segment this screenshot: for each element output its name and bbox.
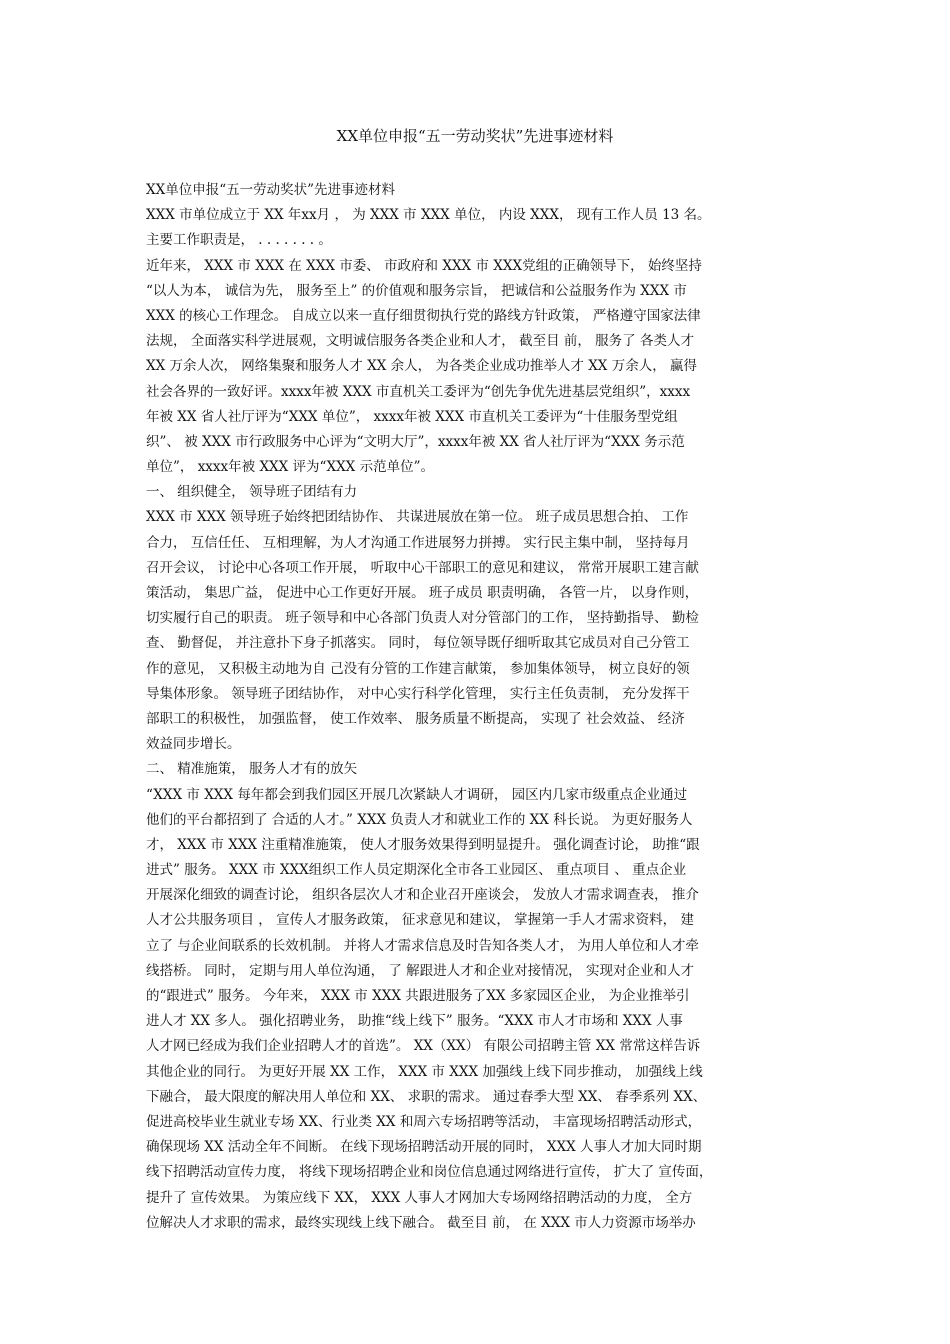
text-line: 年被 XX 省人社厅评为“XXX 单位”， xxxx年被 XXX 市直机关工委评为“十佳服务型党组	[146, 408, 678, 425]
text-line: 进式” 服务。 XXX 市 XXX组织工作人员定期深化全市各工业园区、 重点项目 、 重点企业	[146, 862, 687, 879]
text-line: 导集体形象。 领导班子团结协作， 对中心实行科学化管理， 实行主任负责制， 充分发挥干	[146, 685, 690, 702]
text-line: 才， XXX 市 XXX 注重精准施策， 使人才服务效果得到明显提升。 强化调查讨论， 助推“跟	[146, 836, 700, 853]
text-line: 线下招聘活动宣传力度， 将线下现场招聘企业和岗位信息通过网络进行宣传， 扩大了 宣传面，	[146, 1164, 713, 1181]
text-line: 策活动， 集思广益， 促进中心工作更好开展。 班子成员 职责明确， 各管一片， 以身作则，	[146, 585, 699, 601]
text-line: 单位”， xxxx年被 XXX 评为“XXX 示范单位”。	[146, 459, 434, 476]
text-line: 法规， 全面落实科学进展观，文明诚信服务各类企业和人才， 截至目 前， 服务了 各类人才	[146, 333, 694, 350]
text-line: 他们的平台都招到了 合适的人才。” XXX 负责人才和就业工作的 XX 科长说。 为更好服务人	[146, 811, 693, 828]
page-title: XX单位申报“五一劳动奖状”先进事迹材料	[336, 127, 614, 145]
text-line: 近年来， XXX 市 XXX 在 XXX 市委、 市政府和 XXX 市 XXX党组的正确领导下， 始终坚持	[146, 257, 702, 274]
document-heading-line: XX单位申报“五一劳动奖状”先进事迹材料	[146, 182, 396, 198]
text-line: 作的意见， 又积极主动地为自 己没有分管的工作建言献策， 参加集体领导， 树立良好的领	[146, 660, 690, 677]
text-line: 确保现场 XX 活动全年不间断。 在线下现场招聘活动开展的同时， XXX 人事人才加大同时期	[146, 1139, 702, 1156]
text-line: 查、 勤督促， 并注意扑下身子抓落实。 同时， 每位领导既仔细听取其它成员对自己分管工	[146, 635, 690, 652]
text-line: 部职工的积极性， 加强监督， 使工作效率、 服务质量不断提高， 实现了 社会效益、 经济	[146, 710, 685, 727]
text-line: 合力， 互信任任、 互相理解，为人才沟通工作进展努力拼搏。 实行民主集中制， 坚持每月	[146, 534, 690, 551]
text-line: 下融合， 最大限度的解决用人单位和 XX、 求职的需求。 通过春季大型 XX、 春季系列 XX、	[146, 1088, 707, 1105]
text-line: XXX 的核心工作理念。 自成立以来一直仔细贯彻执行党的路线方针政策， 严格遵守国家法律	[146, 307, 701, 324]
text-line: XX 万余人次， 网络集聚和服务人才 XX 余人， 为各类企业成功推举人才 XX 万余人， 赢得	[146, 358, 697, 375]
text-line: 人才公共服务项目 ， 宣传人才服务政策， 征求意见和建议， 掌握第一手人才需求资料， 建	[146, 912, 694, 929]
text-line: 二、 精准施策， 服务人才有的放矢	[146, 761, 358, 778]
text-line: 开展深化细致的调查讨论， 组织各层次人才和企业召开座谈会， 发放人才需求调查表， 推介	[146, 887, 699, 904]
text-line: 其他企业的同行。 为更好开展 XX 工作， XXX 市 XXX 加强线上线下同步推动， 加强线上线	[146, 1063, 703, 1080]
text-line: 社会各界的一致好评。xxxx年被 XXX 市直机关工委评为“创先争优先进基层党组织”，xxxx	[146, 383, 691, 400]
text-line: 线搭桥。 同时， 定期与用人单位沟通， 了 解跟进人才和企业对接情况， 实现对企业和人才	[146, 962, 694, 979]
text-line: 人才网已经成为我们企业招聘人才的首选”。 XX（XX） 有限公司招聘主管 XX 常常这样告诉	[146, 1038, 701, 1055]
text-line: 召开会议， 讨论中心各项工作开展， 听取中心干部职工的意见和建议， 常常开展职工建言献	[146, 559, 699, 576]
text-line: 进人才 XX 多人。 强化招聘业务， 助推“线上线下” 服务。“XXX 市人才市场和 XXX 人事	[146, 1013, 683, 1030]
text-line: 效益同步增长。	[146, 736, 241, 753]
text-line: 织”、 被 XXX 市行政服务中心评为“文明大厅”，xxxx年被 XX 省人社厅评为“XXX 务示范	[146, 433, 685, 450]
text-line: 主要工作职责是， . . . . . . . 。	[146, 232, 332, 249]
text-line: 促进高校毕业生就业专场 XX、行业类 XX 和周六专场招聘等活动， 丰富现场招聘活动形式，	[146, 1113, 702, 1130]
text-line: 一、 组织健全， 领导班子团结有力	[146, 484, 358, 501]
text-line: “XXX 市 XXX 每年都会到我们园区开展几次紧缺人才调研， 园区内几家市级重点企业通过	[146, 786, 688, 803]
text-line: “以人为本， 诚信为先， 服务至上” 的价值观和服务宗旨， 把诚信和公益服务作为 XXX 市	[146, 282, 687, 299]
text-line: 的“跟进式” 服务。 今年来， XXX 市 XXX 共跟进服务了XX 多家园区企业， 为企业推举引	[146, 988, 690, 1004]
text-line: 立了 与企业间联系的长效机制。 并将人才需求信息及时告知各类人才， 为用人单位和人才牵	[146, 937, 699, 954]
text-line: 切实履行自己的职责。 班子领导和中心各部门负责人对分管部门的工作， 坚持勤指导、 勤检	[146, 610, 699, 627]
document-body	[146, 178, 814, 1236]
text-line: XXX 市单位成立于 XX 年xx月 ， 为 XXX 市 XXX 单位， 内设 XXX， 现有工作人员 13 名。	[146, 207, 711, 224]
text-line: 提升了 宣传效果。 为策应线下 XX， XXX 人事人才网加大专场网络招聘活动的力度， 全方	[146, 1189, 693, 1206]
text-line: 位解决人才求职的需求，最终实现线上线下融合。 截至目 前， 在 XXX 市人力资源市场举办	[146, 1214, 696, 1231]
text-line: XXX 市 XXX 领导班子始终把团结协作、 共谋进展放在第一位。 班子成员思想合拍、 工作	[146, 509, 689, 526]
